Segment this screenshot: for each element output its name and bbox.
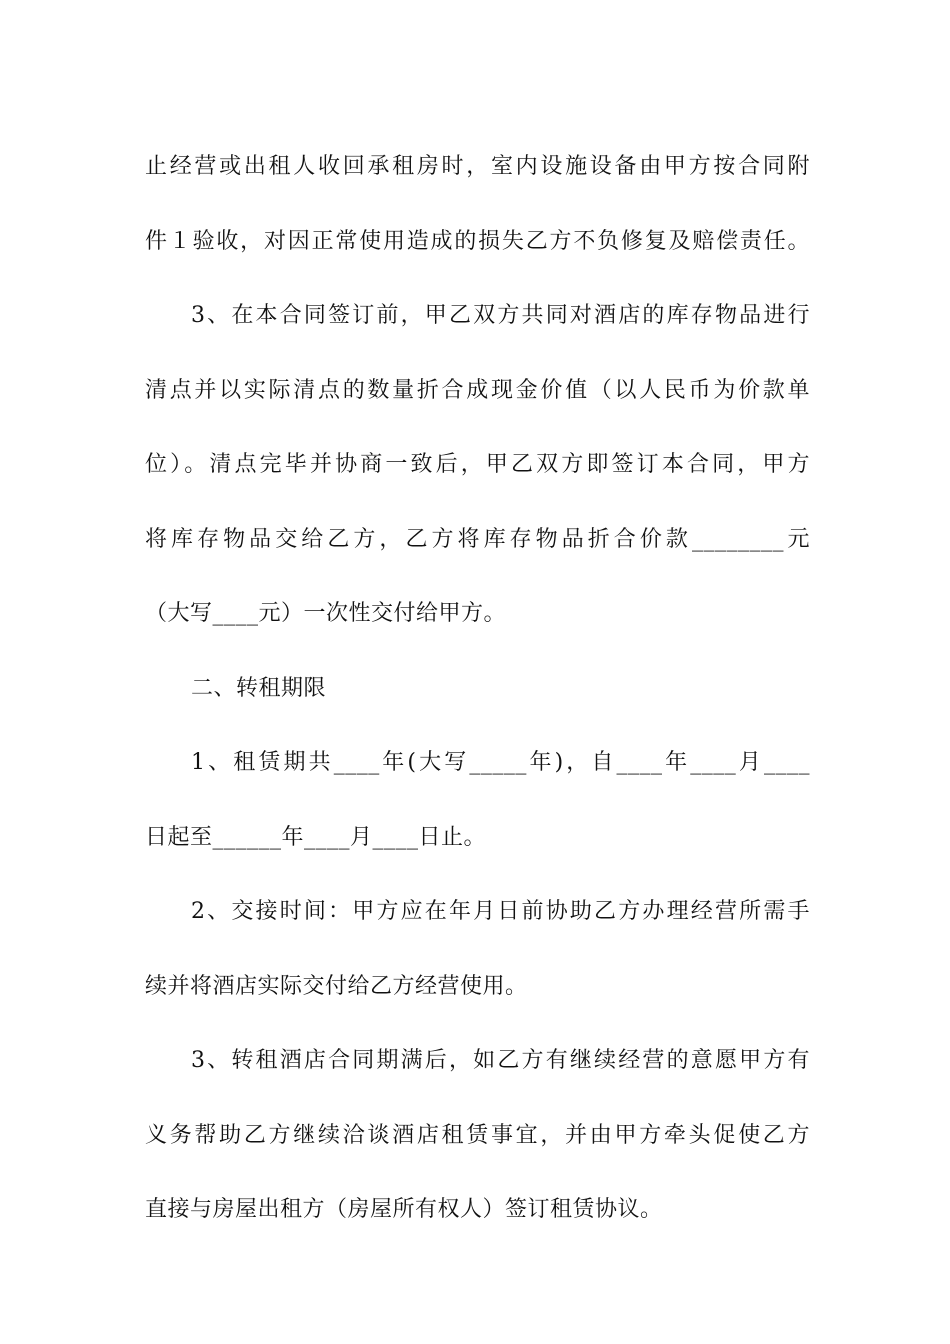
text-line-1: 止经营或出租人收回承租房时，室内设施设备由甲方按合同附: [145, 154, 810, 179]
contract-body: [145, 130, 810, 1248]
text-line-15: 直接与房屋出租方（房屋所有权人）签订租赁协议。: [145, 1197, 663, 1222]
text-line-11: 2、交接时间：甲方应在年月日前协助乙方办理经营所需手: [191, 899, 810, 924]
text-line-12: 续并将酒店实际交付给乙方经营使用。: [145, 973, 528, 999]
text-line-14: 义务帮助乙方继续洽谈酒店租赁事宜，并由甲方牵头促使乙方: [145, 1122, 810, 1148]
text-line-3: 3、在本合同签订前，甲乙双方共同对酒店的库存物品进行: [191, 303, 810, 328]
text-line-7: （大写____元）一次性交付给甲方。: [145, 601, 507, 626]
text-line-13: 3、转租酒店合同期满后，如乙方有继续经营的意愿甲方有: [191, 1048, 810, 1073]
text-line-10: 日起至______年____月____日止。: [145, 824, 487, 850]
text-line-2: 件１验收，对因正常使用造成的损失乙方不负修复及赔偿责任。: [145, 228, 810, 254]
section-heading: 二、转租期限: [191, 675, 327, 701]
text-line-9: 1、租赁期共____年(大写_____年)，自____年____月____: [191, 750, 810, 775]
text-line-5: 位）。清点完毕并协商一致后，甲乙双方即签订本合同，甲方: [145, 452, 810, 477]
text-line-4: 清点并以实际清点的数量折合成现金价值（以人民币为价款单: [145, 377, 810, 403]
text-line-6: 将库存物品交给乙方，乙方将库存物品折合价款________元: [145, 526, 810, 552]
